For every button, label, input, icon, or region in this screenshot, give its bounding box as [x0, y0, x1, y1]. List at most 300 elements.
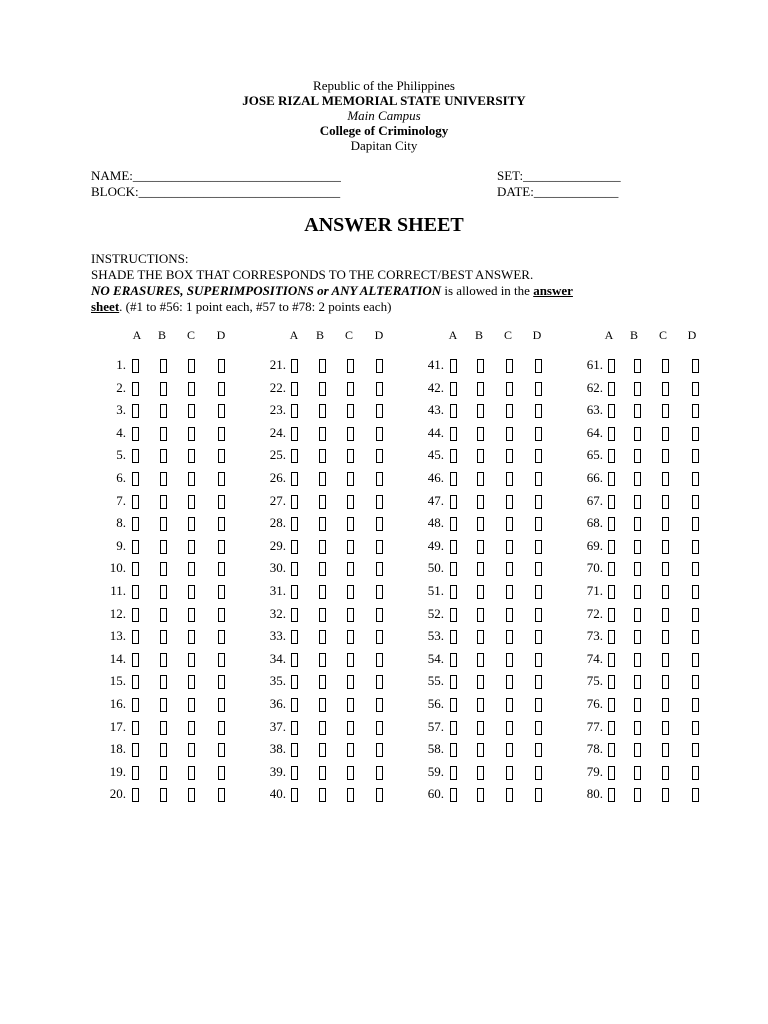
answer-box-58-a[interactable] [450, 743, 457, 757]
answer-box-47-d[interactable] [535, 495, 542, 509]
answer-box-74-c[interactable] [662, 653, 669, 667]
answer-box-1-c[interactable] [188, 359, 195, 373]
answer-box-65-b[interactable] [634, 449, 641, 463]
answer-box-8-c[interactable] [188, 517, 195, 531]
answer-box-61-b[interactable] [634, 359, 641, 373]
answer-box-23-a[interactable] [291, 404, 298, 418]
answer-box-46-a[interactable] [450, 472, 457, 486]
answer-box-48-a[interactable] [450, 517, 457, 531]
answer-box-68-c[interactable] [662, 517, 669, 531]
answer-box-54-a[interactable] [450, 653, 457, 667]
answer-box-32-c[interactable] [347, 608, 354, 622]
answer-box-28-a[interactable] [291, 517, 298, 531]
answer-box-15-d[interactable] [218, 675, 225, 689]
answer-box-12-d[interactable] [218, 608, 225, 622]
answer-box-73-d[interactable] [692, 630, 699, 644]
answer-box-32-d[interactable] [376, 608, 383, 622]
answer-box-65-c[interactable] [662, 449, 669, 463]
answer-box-39-b[interactable] [319, 766, 326, 780]
answer-box-74-d[interactable] [692, 653, 699, 667]
answer-box-57-c[interactable] [506, 721, 513, 735]
answer-box-36-c[interactable] [347, 698, 354, 712]
answer-box-79-c[interactable] [662, 766, 669, 780]
answer-box-5-a[interactable] [132, 449, 139, 463]
answer-box-2-d[interactable] [218, 382, 225, 396]
answer-box-1-d[interactable] [218, 359, 225, 373]
answer-box-7-d[interactable] [218, 495, 225, 509]
answer-box-7-b[interactable] [160, 495, 167, 509]
answer-box-20-b[interactable] [160, 788, 167, 802]
answer-box-9-b[interactable] [160, 540, 167, 554]
answer-box-3-b[interactable] [160, 404, 167, 418]
answer-box-30-b[interactable] [319, 562, 326, 576]
answer-box-46-c[interactable] [506, 472, 513, 486]
answer-box-8-d[interactable] [218, 517, 225, 531]
answer-box-43-a[interactable] [450, 404, 457, 418]
answer-box-67-a[interactable] [608, 495, 615, 509]
answer-box-17-c[interactable] [188, 721, 195, 735]
answer-box-43-c[interactable] [506, 404, 513, 418]
answer-box-69-a[interactable] [608, 540, 615, 554]
answer-box-32-a[interactable] [291, 608, 298, 622]
answer-box-38-b[interactable] [319, 743, 326, 757]
answer-box-26-a[interactable] [291, 472, 298, 486]
answer-box-48-d[interactable] [535, 517, 542, 531]
answer-box-7-a[interactable] [132, 495, 139, 509]
answer-box-3-a[interactable] [132, 404, 139, 418]
answer-box-72-a[interactable] [608, 608, 615, 622]
answer-box-67-c[interactable] [662, 495, 669, 509]
answer-box-64-d[interactable] [692, 427, 699, 441]
answer-box-29-d[interactable] [376, 540, 383, 554]
answer-box-9-c[interactable] [188, 540, 195, 554]
answer-box-26-d[interactable] [376, 472, 383, 486]
answer-box-11-c[interactable] [188, 585, 195, 599]
answer-box-26-b[interactable] [319, 472, 326, 486]
answer-box-50-a[interactable] [450, 562, 457, 576]
answer-box-70-b[interactable] [634, 562, 641, 576]
answer-box-66-a[interactable] [608, 472, 615, 486]
answer-box-31-c[interactable] [347, 585, 354, 599]
answer-box-15-c[interactable] [188, 675, 195, 689]
answer-box-49-c[interactable] [506, 540, 513, 554]
answer-box-33-d[interactable] [376, 630, 383, 644]
answer-box-3-d[interactable] [218, 404, 225, 418]
answer-box-71-a[interactable] [608, 585, 615, 599]
answer-box-8-a[interactable] [132, 517, 139, 531]
answer-box-40-a[interactable] [291, 788, 298, 802]
answer-box-33-a[interactable] [291, 630, 298, 644]
answer-box-69-d[interactable] [692, 540, 699, 554]
answer-box-51-a[interactable] [450, 585, 457, 599]
answer-box-14-d[interactable] [218, 653, 225, 667]
answer-box-14-c[interactable] [188, 653, 195, 667]
answer-box-46-b[interactable] [477, 472, 484, 486]
answer-box-56-b[interactable] [477, 698, 484, 712]
answer-box-64-a[interactable] [608, 427, 615, 441]
answer-box-53-a[interactable] [450, 630, 457, 644]
answer-box-75-d[interactable] [692, 675, 699, 689]
answer-box-70-c[interactable] [662, 562, 669, 576]
answer-box-13-b[interactable] [160, 630, 167, 644]
answer-box-13-a[interactable] [132, 630, 139, 644]
answer-box-54-c[interactable] [506, 653, 513, 667]
answer-box-4-a[interactable] [132, 427, 139, 441]
answer-box-16-b[interactable] [160, 698, 167, 712]
answer-box-2-b[interactable] [160, 382, 167, 396]
answer-box-59-b[interactable] [477, 766, 484, 780]
answer-box-12-b[interactable] [160, 608, 167, 622]
answer-box-73-b[interactable] [634, 630, 641, 644]
answer-box-43-b[interactable] [477, 404, 484, 418]
answer-box-11-d[interactable] [218, 585, 225, 599]
answer-box-18-c[interactable] [188, 743, 195, 757]
answer-box-15-a[interactable] [132, 675, 139, 689]
answer-box-75-c[interactable] [662, 675, 669, 689]
answer-box-79-a[interactable] [608, 766, 615, 780]
answer-box-46-d[interactable] [535, 472, 542, 486]
answer-box-57-d[interactable] [535, 721, 542, 735]
answer-box-30-d[interactable] [376, 562, 383, 576]
answer-box-28-b[interactable] [319, 517, 326, 531]
answer-box-43-d[interactable] [535, 404, 542, 418]
answer-box-56-d[interactable] [535, 698, 542, 712]
answer-box-1-a[interactable] [132, 359, 139, 373]
answer-box-36-a[interactable] [291, 698, 298, 712]
answer-box-10-b[interactable] [160, 562, 167, 576]
answer-box-6-b[interactable] [160, 472, 167, 486]
answer-box-51-b[interactable] [477, 585, 484, 599]
answer-box-67-d[interactable] [692, 495, 699, 509]
answer-box-62-b[interactable] [634, 382, 641, 396]
answer-box-42-c[interactable] [506, 382, 513, 396]
answer-box-79-b[interactable] [634, 766, 641, 780]
answer-box-62-d[interactable] [692, 382, 699, 396]
answer-box-63-b[interactable] [634, 404, 641, 418]
name-field[interactable]: NAME:________________________________ [91, 168, 341, 183]
answer-box-53-c[interactable] [506, 630, 513, 644]
answer-box-35-b[interactable] [319, 675, 326, 689]
answer-box-73-c[interactable] [662, 630, 669, 644]
answer-box-80-a[interactable] [608, 788, 615, 802]
answer-box-57-b[interactable] [477, 721, 484, 735]
answer-box-34-b[interactable] [319, 653, 326, 667]
answer-box-10-d[interactable] [218, 562, 225, 576]
answer-box-21-d[interactable] [376, 359, 383, 373]
block-field[interactable]: BLOCK:_______________________________ [91, 184, 341, 199]
answer-box-39-a[interactable] [291, 766, 298, 780]
answer-box-31-d[interactable] [376, 585, 383, 599]
answer-box-51-d[interactable] [535, 585, 542, 599]
answer-box-1-b[interactable] [160, 359, 167, 373]
answer-box-19-b[interactable] [160, 766, 167, 780]
answer-box-20-c[interactable] [188, 788, 195, 802]
answer-box-80-c[interactable] [662, 788, 669, 802]
answer-box-12-a[interactable] [132, 608, 139, 622]
answer-box-40-c[interactable] [347, 788, 354, 802]
answer-box-55-c[interactable] [506, 675, 513, 689]
answer-box-60-c[interactable] [506, 788, 513, 802]
answer-box-42-a[interactable] [450, 382, 457, 396]
date-field[interactable]: DATE:_____________ [497, 184, 619, 199]
answer-box-70-d[interactable] [692, 562, 699, 576]
answer-box-50-b[interactable] [477, 562, 484, 576]
answer-box-24-a[interactable] [291, 427, 298, 441]
answer-box-79-d[interactable] [692, 766, 699, 780]
answer-box-58-c[interactable] [506, 743, 513, 757]
answer-box-37-c[interactable] [347, 721, 354, 735]
answer-box-5-b[interactable] [160, 449, 167, 463]
answer-box-70-a[interactable] [608, 562, 615, 576]
answer-box-32-b[interactable] [319, 608, 326, 622]
answer-box-52-a[interactable] [450, 608, 457, 622]
answer-box-80-b[interactable] [634, 788, 641, 802]
answer-box-19-a[interactable] [132, 766, 139, 780]
answer-box-10-c[interactable] [188, 562, 195, 576]
answer-box-54-d[interactable] [535, 653, 542, 667]
answer-box-59-a[interactable] [450, 766, 457, 780]
answer-box-14-b[interactable] [160, 653, 167, 667]
answer-box-22-b[interactable] [319, 382, 326, 396]
answer-box-60-d[interactable] [535, 788, 542, 802]
answer-box-6-d[interactable] [218, 472, 225, 486]
answer-box-35-a[interactable] [291, 675, 298, 689]
answer-box-4-b[interactable] [160, 427, 167, 441]
answer-box-6-c[interactable] [188, 472, 195, 486]
answer-box-34-c[interactable] [347, 653, 354, 667]
answer-box-59-d[interactable] [535, 766, 542, 780]
answer-box-56-a[interactable] [450, 698, 457, 712]
answer-box-58-b[interactable] [477, 743, 484, 757]
answer-box-80-d[interactable] [692, 788, 699, 802]
answer-box-61-a[interactable] [608, 359, 615, 373]
answer-box-44-d[interactable] [535, 427, 542, 441]
answer-box-38-a[interactable] [291, 743, 298, 757]
answer-box-9-d[interactable] [218, 540, 225, 554]
answer-box-39-d[interactable] [376, 766, 383, 780]
answer-box-76-b[interactable] [634, 698, 641, 712]
answer-box-69-b[interactable] [634, 540, 641, 554]
answer-box-62-c[interactable] [662, 382, 669, 396]
answer-box-49-b[interactable] [477, 540, 484, 554]
answer-box-60-b[interactable] [477, 788, 484, 802]
answer-box-22-a[interactable] [291, 382, 298, 396]
answer-box-68-b[interactable] [634, 517, 641, 531]
answer-box-77-c[interactable] [662, 721, 669, 735]
answer-box-14-a[interactable] [132, 653, 139, 667]
answer-box-25-a[interactable] [291, 449, 298, 463]
answer-box-29-b[interactable] [319, 540, 326, 554]
answer-box-7-c[interactable] [188, 495, 195, 509]
answer-box-36-b[interactable] [319, 698, 326, 712]
answer-box-4-d[interactable] [218, 427, 225, 441]
answer-box-68-d[interactable] [692, 517, 699, 531]
answer-box-29-c[interactable] [347, 540, 354, 554]
answer-box-2-c[interactable] [188, 382, 195, 396]
answer-box-41-d[interactable] [535, 359, 542, 373]
answer-box-22-c[interactable] [347, 382, 354, 396]
answer-box-35-c[interactable] [347, 675, 354, 689]
answer-box-23-d[interactable] [376, 404, 383, 418]
answer-box-8-b[interactable] [160, 517, 167, 531]
answer-box-47-b[interactable] [477, 495, 484, 509]
answer-box-16-d[interactable] [218, 698, 225, 712]
answer-box-71-d[interactable] [692, 585, 699, 599]
answer-box-39-c[interactable] [347, 766, 354, 780]
answer-box-75-b[interactable] [634, 675, 641, 689]
answer-box-76-a[interactable] [608, 698, 615, 712]
answer-box-44-b[interactable] [477, 427, 484, 441]
answer-box-13-c[interactable] [188, 630, 195, 644]
answer-box-5-d[interactable] [218, 449, 225, 463]
answer-box-23-b[interactable] [319, 404, 326, 418]
answer-box-28-d[interactable] [376, 517, 383, 531]
answer-box-33-c[interactable] [347, 630, 354, 644]
answer-box-25-b[interactable] [319, 449, 326, 463]
answer-box-26-c[interactable] [347, 472, 354, 486]
answer-box-44-c[interactable] [506, 427, 513, 441]
answer-box-37-a[interactable] [291, 721, 298, 735]
answer-box-30-c[interactable] [347, 562, 354, 576]
answer-box-19-d[interactable] [218, 766, 225, 780]
answer-box-41-c[interactable] [506, 359, 513, 373]
answer-box-66-b[interactable] [634, 472, 641, 486]
answer-box-76-d[interactable] [692, 698, 699, 712]
answer-box-66-d[interactable] [692, 472, 699, 486]
answer-box-20-a[interactable] [132, 788, 139, 802]
answer-box-78-a[interactable] [608, 743, 615, 757]
answer-box-3-c[interactable] [188, 404, 195, 418]
answer-box-48-b[interactable] [477, 517, 484, 531]
answer-box-75-a[interactable] [608, 675, 615, 689]
answer-box-38-c[interactable] [347, 743, 354, 757]
answer-box-2-a[interactable] [132, 382, 139, 396]
answer-box-6-a[interactable] [132, 472, 139, 486]
answer-box-29-a[interactable] [291, 540, 298, 554]
answer-box-16-c[interactable] [188, 698, 195, 712]
answer-box-72-d[interactable] [692, 608, 699, 622]
answer-box-13-d[interactable] [218, 630, 225, 644]
answer-box-63-d[interactable] [692, 404, 699, 418]
answer-box-45-a[interactable] [450, 449, 457, 463]
answer-box-17-a[interactable] [132, 721, 139, 735]
answer-box-42-b[interactable] [477, 382, 484, 396]
answer-box-34-d[interactable] [376, 653, 383, 667]
answer-box-61-d[interactable] [692, 359, 699, 373]
answer-box-49-a[interactable] [450, 540, 457, 554]
answer-box-52-c[interactable] [506, 608, 513, 622]
answer-box-57-a[interactable] [450, 721, 457, 735]
answer-box-9-a[interactable] [132, 540, 139, 554]
answer-box-20-d[interactable] [218, 788, 225, 802]
answer-box-24-d[interactable] [376, 427, 383, 441]
answer-box-27-c[interactable] [347, 495, 354, 509]
answer-box-48-c[interactable] [506, 517, 513, 531]
answer-box-74-a[interactable] [608, 653, 615, 667]
answer-box-51-c[interactable] [506, 585, 513, 599]
answer-box-11-a[interactable] [132, 585, 139, 599]
answer-box-73-a[interactable] [608, 630, 615, 644]
answer-box-67-b[interactable] [634, 495, 641, 509]
answer-box-5-c[interactable] [188, 449, 195, 463]
answer-box-33-b[interactable] [319, 630, 326, 644]
answer-box-72-b[interactable] [634, 608, 641, 622]
answer-box-45-c[interactable] [506, 449, 513, 463]
set-field[interactable]: SET:_______________ [497, 168, 621, 183]
answer-box-35-d[interactable] [376, 675, 383, 689]
answer-box-25-d[interactable] [376, 449, 383, 463]
answer-box-58-d[interactable] [535, 743, 542, 757]
answer-box-27-d[interactable] [376, 495, 383, 509]
answer-box-50-d[interactable] [535, 562, 542, 576]
answer-box-52-b[interactable] [477, 608, 484, 622]
answer-box-64-c[interactable] [662, 427, 669, 441]
answer-box-61-c[interactable] [662, 359, 669, 373]
answer-box-37-d[interactable] [376, 721, 383, 735]
answer-box-71-b[interactable] [634, 585, 641, 599]
answer-box-18-a[interactable] [132, 743, 139, 757]
answer-box-55-a[interactable] [450, 675, 457, 689]
answer-box-77-b[interactable] [634, 721, 641, 735]
answer-box-71-c[interactable] [662, 585, 669, 599]
answer-box-16-a[interactable] [132, 698, 139, 712]
answer-box-72-c[interactable] [662, 608, 669, 622]
answer-box-50-c[interactable] [506, 562, 513, 576]
answer-box-19-c[interactable] [188, 766, 195, 780]
answer-box-77-d[interactable] [692, 721, 699, 735]
answer-box-52-d[interactable] [535, 608, 542, 622]
answer-box-63-c[interactable] [662, 404, 669, 418]
answer-box-45-b[interactable] [477, 449, 484, 463]
answer-box-21-a[interactable] [291, 359, 298, 373]
answer-box-22-d[interactable] [376, 382, 383, 396]
answer-box-78-c[interactable] [662, 743, 669, 757]
answer-box-10-a[interactable] [132, 562, 139, 576]
answer-box-65-d[interactable] [692, 449, 699, 463]
answer-box-68-a[interactable] [608, 517, 615, 531]
answer-box-45-d[interactable] [535, 449, 542, 463]
answer-box-65-a[interactable] [608, 449, 615, 463]
answer-box-17-d[interactable] [218, 721, 225, 735]
answer-box-21-c[interactable] [347, 359, 354, 373]
answer-box-11-b[interactable] [160, 585, 167, 599]
answer-box-74-b[interactable] [634, 653, 641, 667]
answer-box-38-d[interactable] [376, 743, 383, 757]
answer-box-64-b[interactable] [634, 427, 641, 441]
answer-box-55-d[interactable] [535, 675, 542, 689]
answer-box-28-c[interactable] [347, 517, 354, 531]
answer-box-24-b[interactable] [319, 427, 326, 441]
answer-box-66-c[interactable] [662, 472, 669, 486]
answer-box-25-c[interactable] [347, 449, 354, 463]
answer-box-31-b[interactable] [319, 585, 326, 599]
answer-box-62-a[interactable] [608, 382, 615, 396]
answer-box-56-c[interactable] [506, 698, 513, 712]
answer-box-59-c[interactable] [506, 766, 513, 780]
answer-box-41-b[interactable] [477, 359, 484, 373]
answer-box-21-b[interactable] [319, 359, 326, 373]
answer-box-63-a[interactable] [608, 404, 615, 418]
answer-box-41-a[interactable] [450, 359, 457, 373]
answer-box-42-d[interactable] [535, 382, 542, 396]
answer-box-53-b[interactable] [477, 630, 484, 644]
answer-box-40-d[interactable] [376, 788, 383, 802]
answer-box-55-b[interactable] [477, 675, 484, 689]
answer-box-12-c[interactable] [188, 608, 195, 622]
answer-box-40-b[interactable] [319, 788, 326, 802]
answer-box-47-a[interactable] [450, 495, 457, 509]
answer-box-15-b[interactable] [160, 675, 167, 689]
